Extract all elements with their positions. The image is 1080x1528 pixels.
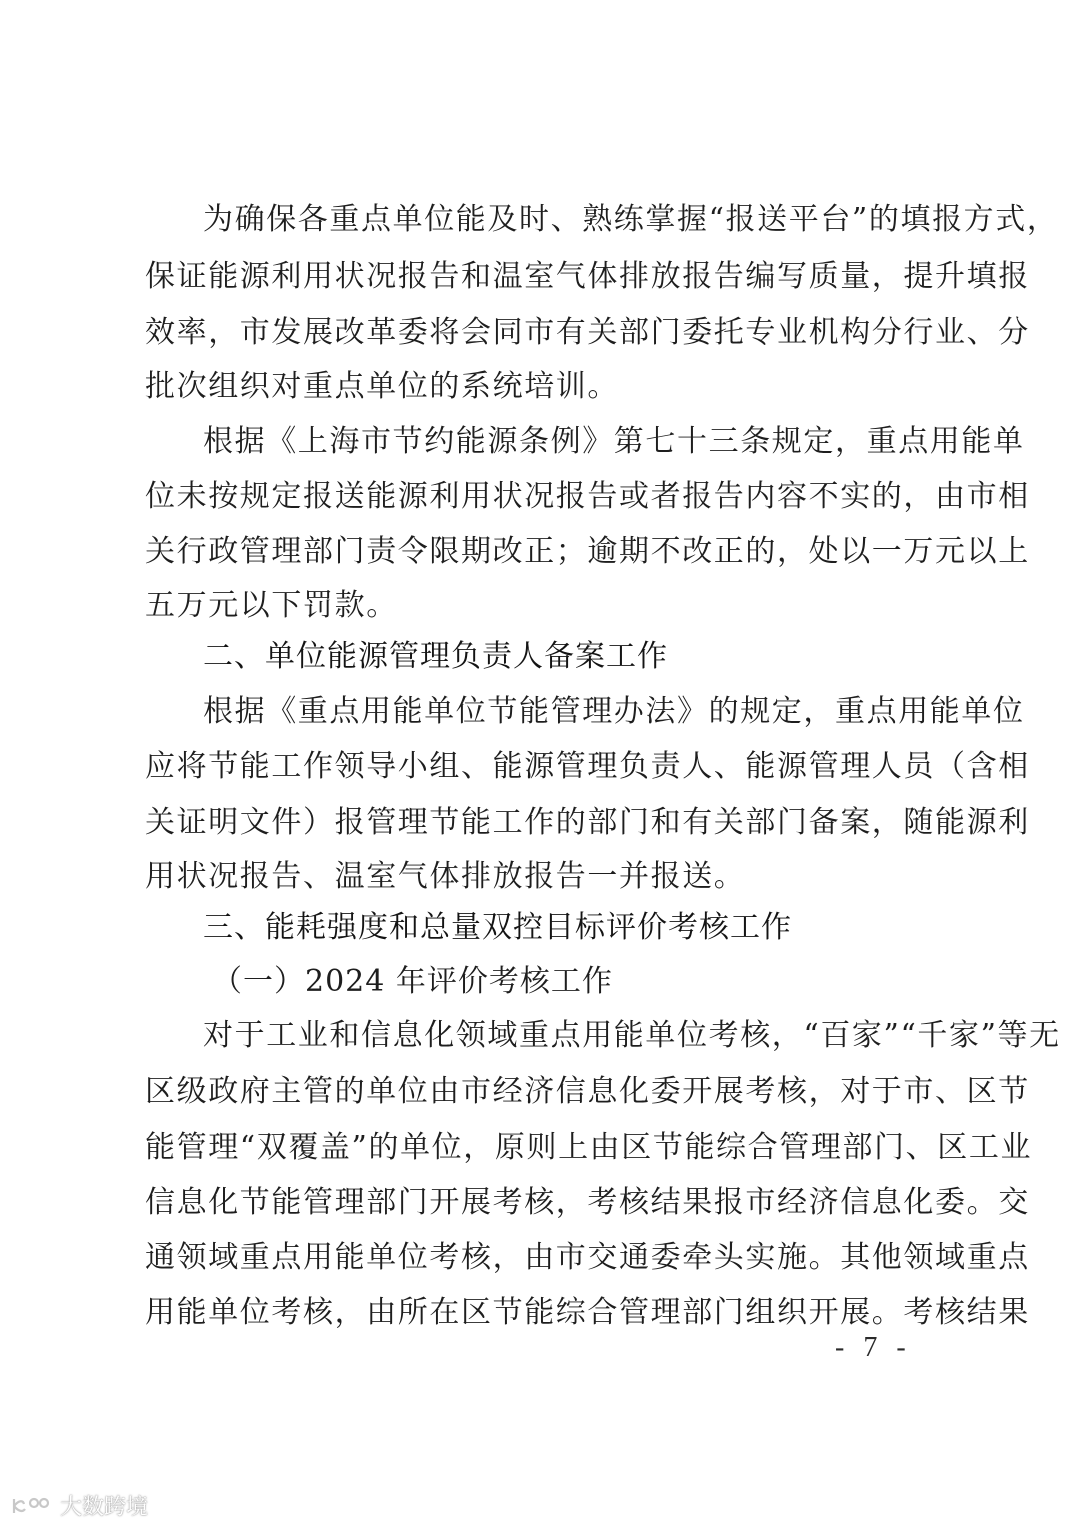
- section-3-line-1: 对于工业和信息化领域重点用能单位考核，“百家”“千家”等无: [203, 1018, 1061, 1053]
- section-2-heading: 二、单位能源管理负责人备案工作: [203, 639, 668, 674]
- paragraph-2-line-3: 关行政管理部门责令限期改正；逾期不改正的，处以一万元以上: [145, 534, 1030, 569]
- paragraph-1-line-3: 效率，市发展改革委将会同市有关部门委托专业机构分行业、分: [145, 315, 1030, 350]
- section-2-line-4: 用状况报告、温室气体排放报告一并报送。: [145, 859, 746, 894]
- paragraph-2-line-4: 五万元以下罚款。: [145, 588, 398, 623]
- paragraph-1-line-4: 批次组织对重点单位的系统培训。: [145, 369, 619, 404]
- kuajing-logo-icon: [10, 1495, 52, 1517]
- paragraph-2-line-1: 根据《上海市节约能源条例》第七十三条规定，重点用能单: [203, 424, 1025, 459]
- section-3-heading: 三、能耗强度和总量双控目标评价考核工作: [203, 910, 792, 945]
- section-3-line-2: 区级政府主管的单位由市经济信息化委开展考核，对于市、区节: [145, 1074, 1030, 1109]
- section-3-subheading: （一）2024 年评价考核工作: [212, 964, 613, 999]
- watermark: [10, 1490, 148, 1521]
- paragraph-1-line-1: 为确保各重点单位能及时、熟练掌握“报送平台”的填报方式，: [203, 202, 1059, 237]
- section-2-line-2: 应将节能工作领导小组、能源管理负责人、能源管理人员（含相: [145, 749, 1030, 784]
- section-2-line-3: 关证明文件）报管理节能工作的部门和有关部门备案，随能源利: [145, 805, 1030, 840]
- paragraph-2-line-2: 位未按规定报送能源利用状况报告或者报告内容不实的，由市相: [145, 479, 1030, 514]
- paragraph-1-line-2: 保证能源利用状况报告和温室气体排放报告编写质量，提升填报: [145, 259, 1030, 294]
- section-3-line-3: 能管理“双覆盖”的单位，原则上由区节能综合管理部门、区工业: [145, 1130, 1033, 1165]
- section-3-line-4: 信息化节能管理部门开展考核，考核结果报市经济信息化委。交: [145, 1185, 1030, 1220]
- section-3-line-5: 通领域重点用能单位考核，由市交通委牵头实施。其他领域重点: [145, 1240, 1030, 1275]
- section-2-line-1: 根据《重点用能单位节能管理办法》的规定，重点用能单位: [203, 694, 1025, 729]
- section-3-line-6: 用能单位考核，由所在区节能综合管理部门组织开展。考核结果: [145, 1295, 1030, 1330]
- watermark-text: 大数跨境: [60, 1495, 149, 1520]
- page-number: - 7 -: [835, 1332, 912, 1363]
